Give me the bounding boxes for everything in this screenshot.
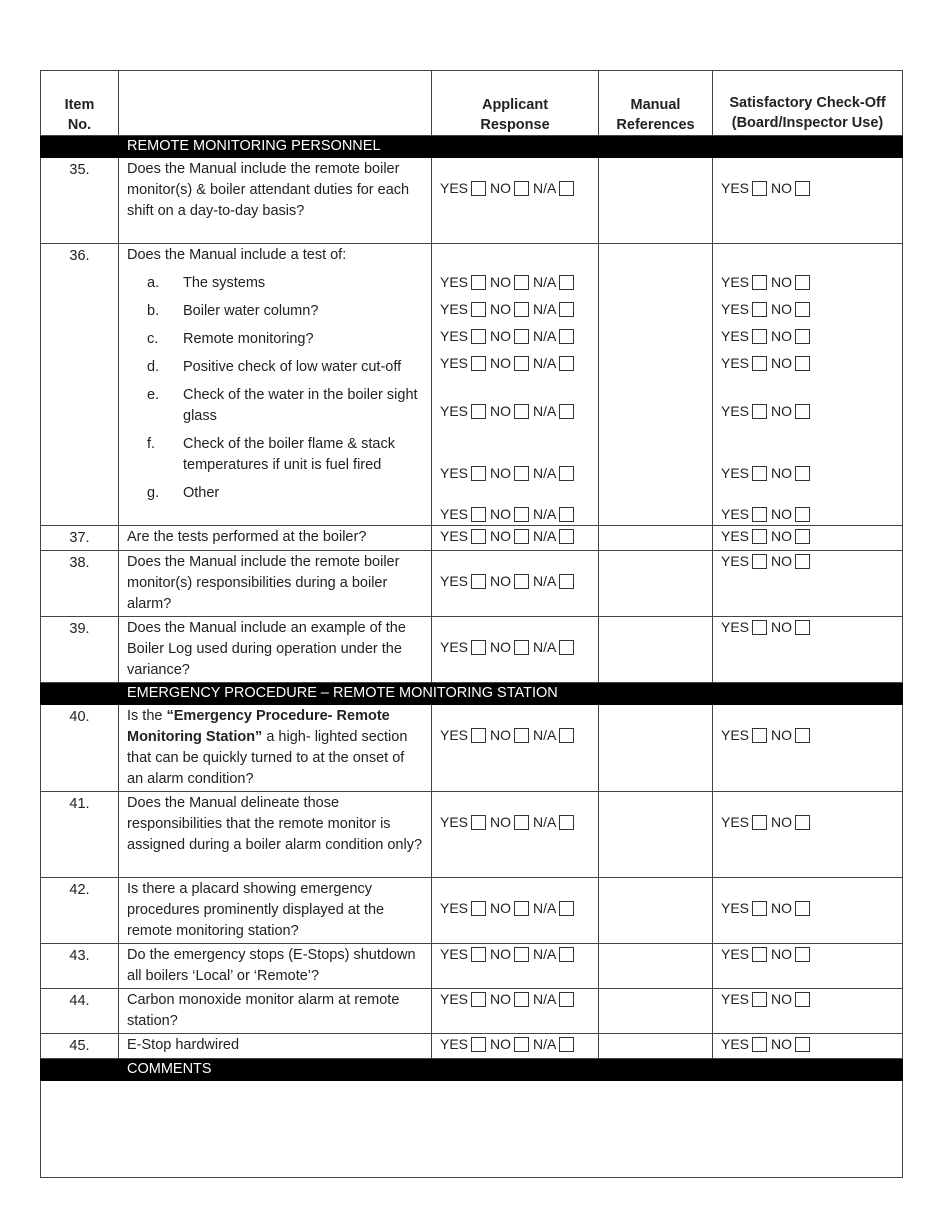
yes-label: YES — [721, 403, 750, 419]
yes-no-na-group — [440, 526, 590, 547]
na-checkbox[interactable] — [559, 329, 574, 344]
yes-checkbox[interactable] — [752, 992, 767, 1007]
yes-checkbox[interactable] — [752, 275, 767, 290]
applicant-response — [432, 792, 599, 878]
yes-checkbox[interactable] — [752, 404, 767, 419]
no-label: NO — [771, 506, 793, 522]
section-title: EMERGENCY PROCEDURE – REMOTE MONITORING STATION — [119, 683, 903, 705]
yes-checkbox[interactable] — [752, 466, 767, 481]
yes-no-na-group — [440, 725, 590, 746]
na-checkbox[interactable] — [559, 275, 574, 290]
yes-checkbox[interactable] — [471, 992, 486, 1007]
na-label: N/A — [533, 301, 557, 317]
item-number: 36. — [41, 244, 119, 526]
yes-label: YES — [440, 639, 469, 655]
yes-label: YES — [721, 328, 750, 344]
yes-label: YES — [440, 528, 469, 544]
no-checkbox[interactable] — [795, 620, 810, 635]
na-label: N/A — [533, 506, 557, 522]
yes-label: YES — [721, 274, 750, 290]
yes-no-group — [721, 401, 894, 422]
yes-label: YES — [440, 727, 469, 743]
section-row-remote-monitoring — [41, 136, 903, 158]
item-number: 45. — [41, 1034, 119, 1059]
yes-label: YES — [721, 900, 750, 916]
question-text: Carbon monoxide monitor alarm at remote station? — [119, 989, 432, 1034]
yes-checkbox[interactable] — [471, 507, 486, 522]
no-label: NO — [490, 727, 512, 743]
yes-no-na-group — [440, 463, 590, 484]
yes-no-group — [721, 617, 894, 638]
no-label: NO — [771, 180, 793, 196]
yes-no-na-group — [440, 326, 590, 347]
check-off — [713, 617, 903, 683]
manual-reference-cell[interactable] — [599, 244, 713, 526]
na-label: N/A — [533, 465, 557, 481]
yes-label: YES — [721, 1036, 750, 1052]
yes-no-group — [721, 1034, 894, 1055]
no-checkbox[interactable] — [795, 275, 810, 290]
item-number: 42. — [41, 878, 119, 944]
no-checkbox[interactable] — [514, 992, 529, 1007]
no-checkbox[interactable] — [514, 1037, 529, 1052]
yes-no-na-group — [440, 272, 590, 293]
subitem: a. The systems — [147, 275, 266, 291]
yes-no-na-group — [440, 178, 590, 199]
yes-no-group — [721, 725, 894, 746]
yes-label: YES — [440, 573, 469, 589]
na-checkbox[interactable] — [559, 356, 574, 371]
yes-no-na-group — [440, 504, 590, 525]
table-row — [41, 158, 903, 244]
yes-no-group — [721, 526, 894, 547]
no-label: NO — [771, 328, 793, 344]
subitem: f. Check of the boiler flame & stack temperatures if unit is fuel fired — [147, 436, 395, 473]
manual-reference-cell[interactable] — [599, 526, 713, 551]
yes-checkbox[interactable] — [752, 901, 767, 916]
manual-reference-cell[interactable] — [599, 878, 713, 944]
yes-label: YES — [721, 814, 750, 830]
no-checkbox[interactable] — [795, 815, 810, 830]
yes-no-group — [721, 898, 894, 919]
yes-checkbox[interactable] — [752, 815, 767, 830]
no-label: NO — [771, 814, 793, 830]
check-off — [713, 244, 903, 526]
applicant-response — [432, 526, 599, 551]
yes-no-na-group — [440, 637, 590, 658]
yes-label: YES — [440, 900, 469, 916]
no-label: NO — [771, 403, 793, 419]
yes-no-na-group — [440, 812, 590, 833]
yes-checkbox[interactable] — [471, 947, 486, 962]
table-row — [41, 705, 903, 792]
no-label: NO — [771, 727, 793, 743]
no-label: NO — [771, 355, 793, 371]
yes-checkbox[interactable] — [752, 181, 767, 196]
yes-label: YES — [440, 180, 469, 196]
yes-checkbox[interactable] — [471, 901, 486, 916]
no-label: NO — [490, 814, 512, 830]
no-label: NO — [771, 465, 793, 481]
no-label: NO — [771, 619, 793, 635]
na-checkbox[interactable] — [559, 404, 574, 419]
yes-label: YES — [440, 328, 469, 344]
no-label: NO — [490, 528, 512, 544]
table-row — [41, 551, 903, 617]
yes-checkbox[interactable] — [752, 329, 767, 344]
yes-checkbox[interactable] — [752, 1037, 767, 1052]
section-title: REMOTE MONITORING PERSONNEL — [119, 136, 903, 158]
no-checkbox[interactable] — [514, 947, 529, 962]
table-row — [41, 989, 903, 1034]
na-label: N/A — [533, 814, 557, 830]
question-text: Does the Manual include the remote boiler monitor(s) responsibilities during a boiler alarm? — [119, 551, 432, 617]
yes-label: YES — [721, 619, 750, 635]
header-row — [41, 71, 903, 136]
question-text: Does the Manual delineate those responsibilities that the remote monitor is assigned during a boiler alarm condition only? — [119, 792, 432, 878]
no-label: NO — [771, 1036, 793, 1052]
no-checkbox[interactable] — [795, 181, 810, 196]
no-label: NO — [490, 355, 512, 371]
no-checkbox[interactable] — [795, 302, 810, 317]
no-label: NO — [490, 506, 512, 522]
yes-label: YES — [440, 814, 469, 830]
yes-no-group — [721, 299, 894, 320]
yes-checkbox[interactable] — [752, 728, 767, 743]
manual-reference-cell[interactable] — [599, 705, 713, 792]
item-number: 37. — [41, 526, 119, 551]
yes-checkbox[interactable] — [471, 302, 486, 317]
section-row-comments — [41, 1059, 903, 1081]
check-off — [713, 705, 903, 792]
question-text: Does the Manual include the remote boiler monitor(s) & boiler attendant duties for each shift on a day-to-day basis? — [119, 158, 432, 244]
check-off — [713, 944, 903, 989]
yes-checkbox[interactable] — [471, 404, 486, 419]
yes-no-group — [721, 989, 894, 1010]
check-off — [713, 792, 903, 878]
no-label: NO — [490, 639, 512, 655]
no-checkbox[interactable] — [514, 181, 529, 196]
yes-checkbox[interactable] — [752, 554, 767, 569]
yes-label: YES — [440, 1036, 469, 1052]
na-checkbox[interactable] — [559, 574, 574, 589]
no-label: NO — [771, 991, 793, 1007]
applicant-response — [432, 944, 599, 989]
item-number: 41. — [41, 792, 119, 878]
na-label: N/A — [533, 900, 557, 916]
check-off — [713, 158, 903, 244]
comments-area[interactable] — [41, 1081, 903, 1178]
section-title: COMMENTS — [119, 1059, 903, 1081]
yes-label: YES — [721, 180, 750, 196]
applicant-response — [432, 158, 599, 244]
no-checkbox[interactable] — [514, 574, 529, 589]
na-label: N/A — [533, 528, 557, 544]
yes-checkbox[interactable] — [471, 466, 486, 481]
yes-label: YES — [721, 355, 750, 371]
item-no-header: Item No. — [41, 71, 119, 136]
no-label: NO — [490, 274, 512, 290]
section-row-emergency — [41, 683, 903, 705]
na-label: N/A — [533, 328, 557, 344]
check-off — [713, 878, 903, 944]
yes-label: YES — [721, 553, 750, 569]
no-checkbox[interactable] — [514, 507, 529, 522]
na-checkbox[interactable] — [559, 1037, 574, 1052]
table-row — [41, 617, 903, 683]
yes-label: YES — [721, 465, 750, 481]
na-checkbox[interactable] — [559, 529, 574, 544]
applicant-response — [432, 705, 599, 792]
comments-row — [41, 1081, 903, 1178]
no-label: NO — [490, 900, 512, 916]
question-header — [119, 71, 432, 136]
yes-checkbox[interactable] — [471, 728, 486, 743]
yes-label: YES — [440, 506, 469, 522]
no-checkbox[interactable] — [795, 529, 810, 544]
no-checkbox[interactable] — [795, 356, 810, 371]
no-checkbox[interactable] — [514, 404, 529, 419]
na-checkbox[interactable] — [559, 992, 574, 1007]
yes-no-na-group — [440, 898, 590, 919]
no-label: NO — [771, 946, 793, 962]
yes-no-na-group — [440, 401, 590, 422]
manual-reference-cell[interactable] — [599, 158, 713, 244]
subitem: c. Remote monitoring? — [147, 331, 314, 347]
yes-no-group — [721, 551, 894, 572]
no-label: NO — [771, 900, 793, 916]
item-number: 44. — [41, 989, 119, 1034]
yes-checkbox[interactable] — [471, 356, 486, 371]
na-label: N/A — [533, 403, 557, 419]
item-number: 40. — [41, 705, 119, 792]
yes-checkbox[interactable] — [471, 181, 486, 196]
manual-reference-cell[interactable] — [599, 617, 713, 683]
yes-no-na-group — [440, 1034, 590, 1055]
table-row — [41, 792, 903, 878]
applicant-response-header: Applicant Response — [432, 71, 599, 136]
no-checkbox[interactable] — [795, 992, 810, 1007]
no-label: NO — [771, 528, 793, 544]
question-text: Does the Manual include an example of the Boiler Log used during operation under the variance? — [119, 617, 432, 683]
yes-checkbox[interactable] — [752, 356, 767, 371]
no-checkbox[interactable] — [795, 329, 810, 344]
yes-checkbox[interactable] — [752, 620, 767, 635]
yes-checkbox[interactable] — [752, 302, 767, 317]
yes-checkbox[interactable] — [471, 529, 486, 544]
na-checkbox[interactable] — [559, 947, 574, 962]
na-label: N/A — [533, 991, 557, 1007]
yes-label: YES — [440, 991, 469, 1007]
na-checkbox[interactable] — [559, 507, 574, 522]
na-checkbox[interactable] — [559, 728, 574, 743]
applicant-response — [432, 1034, 599, 1059]
yes-label: YES — [440, 946, 469, 962]
yes-no-na-group — [440, 944, 590, 965]
yes-label: YES — [721, 991, 750, 1007]
no-checkbox[interactable] — [514, 815, 529, 830]
no-checkbox[interactable] — [795, 1037, 810, 1052]
no-label: NO — [490, 573, 512, 589]
yes-checkbox[interactable] — [752, 947, 767, 962]
applicant-response — [432, 878, 599, 944]
no-checkbox[interactable] — [514, 275, 529, 290]
yes-no-group — [721, 812, 894, 833]
question-intro: Does the Manual include a test of: — [127, 247, 347, 263]
checklist-form — [40, 70, 902, 1178]
no-checkbox[interactable] — [514, 329, 529, 344]
na-label: N/A — [533, 573, 557, 589]
applicant-response — [432, 244, 599, 526]
yes-checkbox[interactable] — [471, 1037, 486, 1052]
na-label: N/A — [533, 274, 557, 290]
question-text: Is there a placard showing emergency procedures prominently displayed at the remote monitoring station? — [119, 878, 432, 944]
na-checkbox[interactable] — [559, 466, 574, 481]
na-label: N/A — [533, 639, 557, 655]
no-label: NO — [490, 403, 512, 419]
yes-label: YES — [440, 403, 469, 419]
na-checkbox[interactable] — [559, 640, 574, 655]
item-number: 35. — [41, 158, 119, 244]
question-text: Are the tests performed at the boiler? — [119, 526, 432, 551]
question-text: E-Stop hardwired — [119, 1034, 432, 1059]
checklist-table — [40, 70, 903, 1178]
check-off — [713, 526, 903, 551]
na-label: N/A — [533, 180, 557, 196]
no-label: NO — [490, 180, 512, 196]
subitem: b. Boiler water column? — [147, 303, 319, 319]
manual-reference-cell[interactable] — [599, 989, 713, 1034]
yes-checkbox[interactable] — [752, 507, 767, 522]
check-off — [713, 551, 903, 617]
yes-no-na-group — [440, 989, 590, 1010]
yes-no-group — [721, 504, 894, 525]
check-off — [713, 1034, 903, 1059]
no-checkbox[interactable] — [514, 901, 529, 916]
table-row — [41, 878, 903, 944]
table-row — [41, 244, 903, 526]
na-label: N/A — [533, 355, 557, 371]
table-row — [41, 944, 903, 989]
yes-no-na-group — [440, 299, 590, 320]
yes-no-group — [721, 944, 894, 965]
yes-label: YES — [721, 727, 750, 743]
yes-label: YES — [721, 946, 750, 962]
yes-label: YES — [440, 301, 469, 317]
yes-label: YES — [721, 301, 750, 317]
yes-checkbox[interactable] — [471, 329, 486, 344]
item-number: 38. — [41, 551, 119, 617]
yes-no-na-group — [440, 571, 590, 592]
applicant-response — [432, 551, 599, 617]
yes-checkbox[interactable] — [471, 640, 486, 655]
no-label: NO — [490, 991, 512, 1007]
subitem: g. Other — [147, 485, 220, 501]
no-checkbox[interactable] — [514, 466, 529, 481]
yes-label: YES — [721, 506, 750, 522]
no-checkbox[interactable] — [795, 507, 810, 522]
no-checkbox[interactable] — [514, 529, 529, 544]
na-checkbox[interactable] — [559, 181, 574, 196]
no-checkbox[interactable] — [795, 947, 810, 962]
no-checkbox[interactable] — [514, 640, 529, 655]
manual-reference-cell[interactable] — [599, 1034, 713, 1059]
subitem: d. Positive check of low water cut-off — [147, 359, 402, 375]
table-row — [41, 526, 903, 551]
question-text: Do the emergency stops (E-Stops) shutdown all boilers ‘Local’ or ‘Remote’? — [119, 944, 432, 989]
no-checkbox[interactable] — [795, 901, 810, 916]
na-checkbox[interactable] — [559, 302, 574, 317]
applicant-response — [432, 989, 599, 1034]
na-checkbox[interactable] — [559, 815, 574, 830]
yes-checkbox[interactable] — [471, 815, 486, 830]
no-checkbox[interactable] — [795, 466, 810, 481]
item-number: 39. — [41, 617, 119, 683]
yes-no-group — [721, 178, 894, 199]
no-checkbox[interactable] — [795, 728, 810, 743]
no-label: NO — [490, 328, 512, 344]
no-label: NO — [771, 553, 793, 569]
no-checkbox[interactable] — [514, 356, 529, 371]
yes-checkbox[interactable] — [471, 275, 486, 290]
table-row — [41, 1034, 903, 1059]
no-label: NO — [490, 946, 512, 962]
manual-references-header: Manual References — [599, 71, 713, 136]
yes-checkbox[interactable] — [471, 574, 486, 589]
yes-no-na-group — [440, 353, 590, 374]
item-number: 43. — [41, 944, 119, 989]
yes-label: YES — [721, 528, 750, 544]
no-label: NO — [490, 465, 512, 481]
no-label: NO — [771, 301, 793, 317]
na-label: N/A — [533, 727, 557, 743]
no-label: NO — [771, 274, 793, 290]
manual-reference-cell[interactable] — [599, 792, 713, 878]
na-label: N/A — [533, 1036, 557, 1052]
yes-no-group — [721, 272, 894, 293]
no-label: NO — [490, 301, 512, 317]
question-text: Is the “Emergency Procedure- Remote Monitoring Station” a high- lighted section that can be quickly turned to at the onset of an alarm condition? — [119, 705, 432, 792]
yes-label: YES — [440, 465, 469, 481]
no-checkbox[interactable] — [514, 728, 529, 743]
satisfactory-header: Satisfactory Check-Off (Board/Inspector Use) — [713, 71, 903, 136]
yes-no-group — [721, 353, 894, 374]
manual-reference-cell[interactable] — [599, 551, 713, 617]
question-text — [119, 244, 432, 526]
na-checkbox[interactable] — [559, 901, 574, 916]
applicant-response — [432, 617, 599, 683]
yes-no-group — [721, 326, 894, 347]
no-checkbox[interactable] — [514, 302, 529, 317]
yes-no-group — [721, 463, 894, 484]
yes-checkbox[interactable] — [752, 529, 767, 544]
na-label: N/A — [533, 946, 557, 962]
no-label: NO — [490, 1036, 512, 1052]
no-checkbox[interactable] — [795, 404, 810, 419]
yes-label: YES — [440, 274, 469, 290]
yes-label: YES — [440, 355, 469, 371]
subitem: e. Check of the water in the boiler sight glass — [147, 387, 418, 424]
check-off — [713, 989, 903, 1034]
manual-reference-cell[interactable] — [599, 944, 713, 989]
no-checkbox[interactable] — [795, 554, 810, 569]
